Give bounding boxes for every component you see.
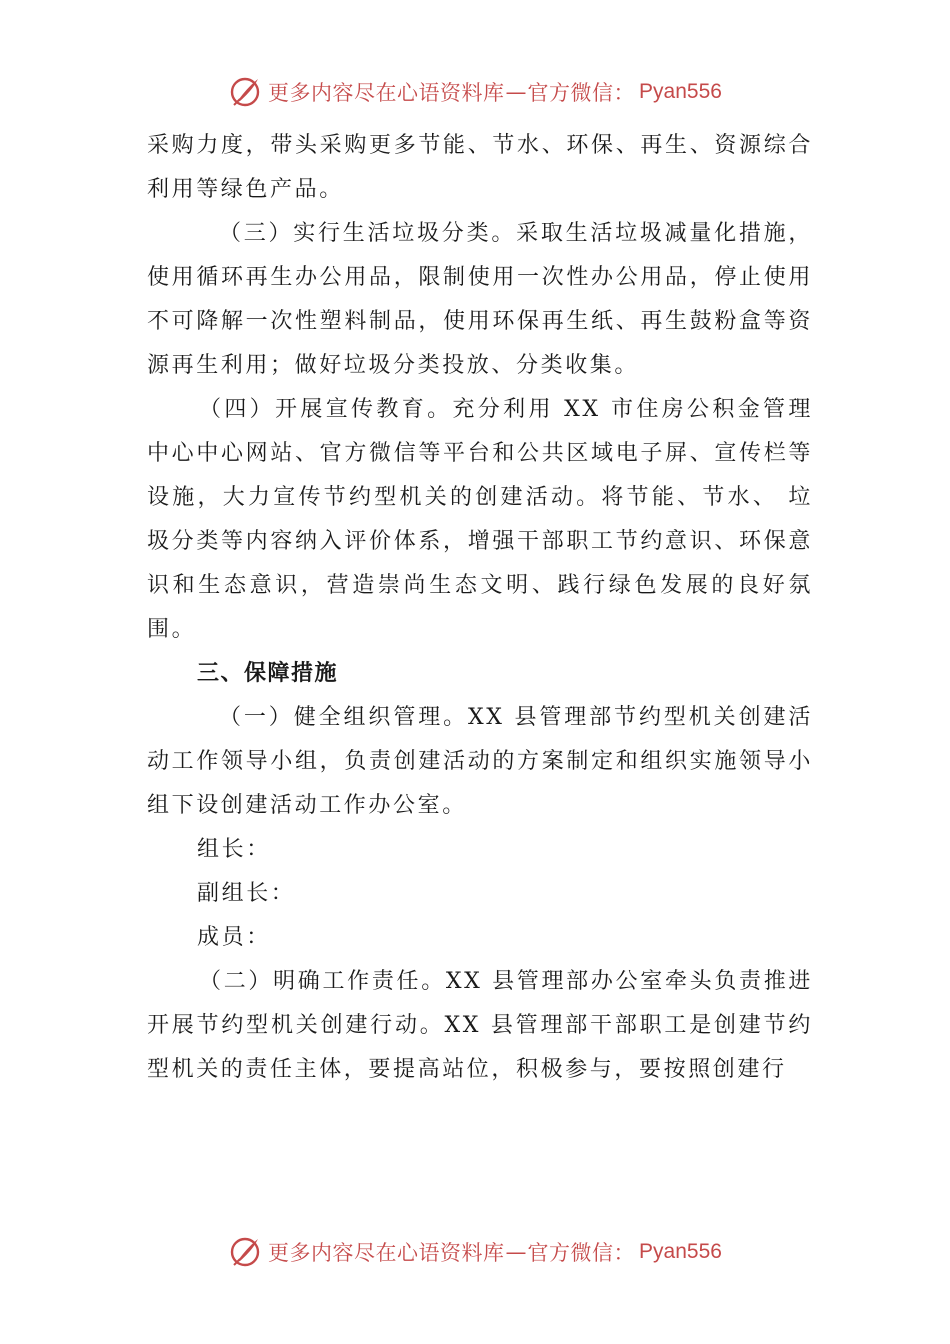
members-field: 成员： <box>197 925 271 950</box>
paragraph-publicity: （四）开展宣传教育。充分利用 XX 市住房公积金管理中心中心网站、官方微信等平台和公共区域电子屏、宣传栏等设施，大力宣传节约型机关的创建活动。将节能、节水、 垃圾分类等内容纳入评价体系，增强干部职工节约意识、环保意识和生态意识，营造崇尚生态文明、践行绿色发展的良好氛围。 <box>147 397 813 642</box>
paragraph-organization: （一）健全组织管理。XX 县管理部节约型机关创建活动工作领导小组，负责创建活动的方案制定和组织实施领导小组下设创建活动工作办公室。 <box>147 705 813 818</box>
leader-field: 组长： <box>197 837 271 862</box>
watermark-dash: — <box>505 1240 527 1264</box>
watermark-wechat-id: Pyan556 <box>639 80 722 103</box>
paragraph-procurement: 采购力度，带头采购更多节能、节水、环保、再生、资源综合利用等绿色产品。 <box>147 133 813 202</box>
footer-watermark <box>0 1232 950 1272</box>
section-heading-safeguards: 三、保障措施 <box>197 661 339 686</box>
watermark-brand-text: 更多内容尽在心语资料库 <box>268 1241 505 1265</box>
watermark-dash: — <box>505 80 527 104</box>
header-watermark <box>0 72 950 112</box>
document-body <box>147 124 813 1092</box>
quill-pen-logo-icon <box>228 75 262 109</box>
watermark-wechat-id: Pyan556 <box>639 1240 722 1263</box>
quill-pen-logo-icon <box>228 1235 262 1269</box>
watermark-official-text: 官方微信： <box>527 81 636 105</box>
paragraph-garbage-sorting: （三）实行生活垃圾分类。采取生活垃圾减量化措施，使用循环再生办公用品，限制使用一次性办公用品，停止使用不可降解一次性塑料制品，使用环保再生纸、再生鼓粉盒等资源再生利用；做好垃圾分类投放、分类收集。 <box>147 221 813 378</box>
paragraph-responsibility: （二）明确工作责任。XX 县管理部办公室牵头负责推进开展节约型机关创建行动。XX 县管理部干部职工是创建节约型机关的责任主体，要提高站位，积极参与，要按照创建行 <box>147 969 813 1082</box>
watermark-official-text: 官方微信： <box>527 1241 636 1265</box>
watermark-brand-text: 更多内容尽在心语资料库 <box>268 81 505 105</box>
deputy-leader-field: 副组长： <box>197 881 296 906</box>
